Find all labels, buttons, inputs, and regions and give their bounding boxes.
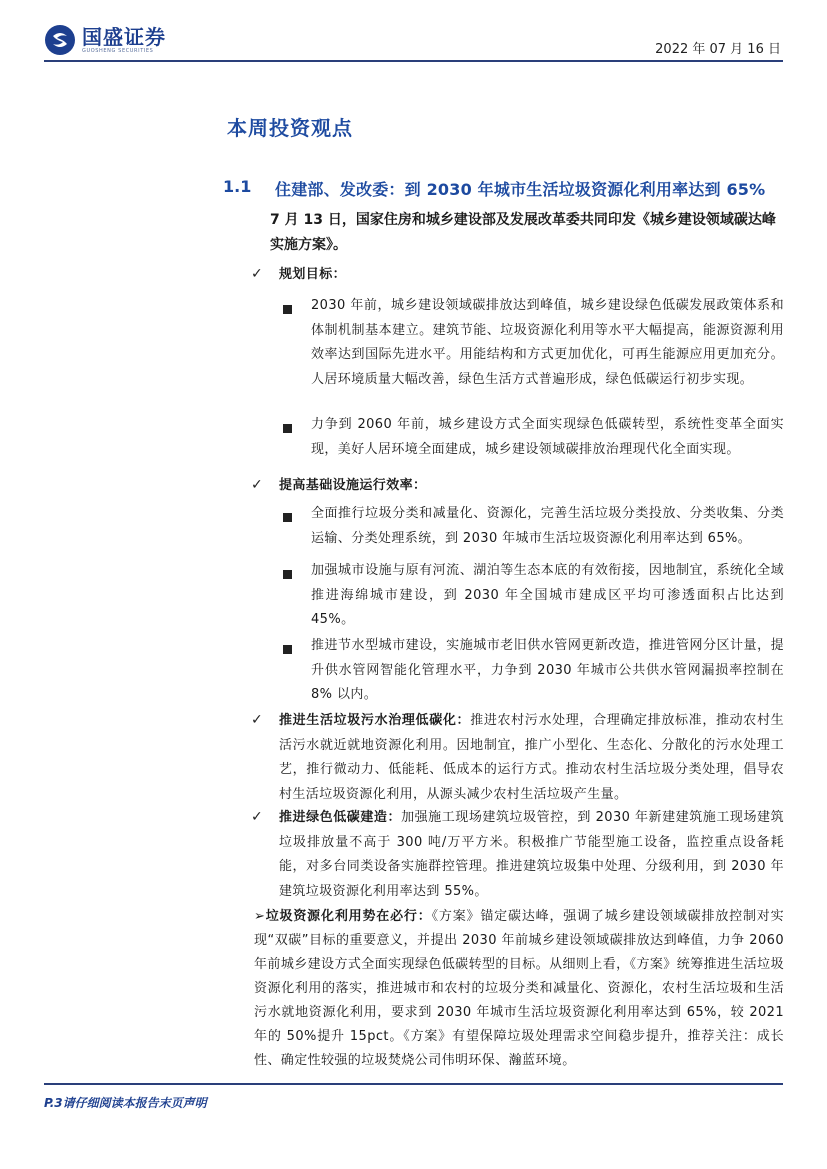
subsection-title: 住建部、发改委：到 2030 年城市生活垃圾资源化利用率达到 65%: [275, 180, 766, 199]
construction-paragraph: [279, 806, 784, 904]
lead-paragraph: 7 月 13 日，国家住房和城乡建设部及发展改革委共同印发《城乡建设领域碳达峰实施方案》。: [270, 212, 776, 253]
check-icon: ✓: [251, 477, 263, 493]
section-title: 本周投资观点: [227, 116, 353, 140]
construction-label: 推进绿色低碳建造：: [279, 810, 402, 825]
efficiency-item-1: 全面推行垃圾分类和减量化、资源化，完善生活垃圾分类投放、分类收集、分类运输、分类处理系统，到 2030 年城市生活垃圾资源化利用率达到 65%。: [311, 506, 784, 546]
goals-item-2: 力争到 2060 年前，城乡建设方式全面实现绿色低碳转型，系统性变革全面实现，美好人居环境全面建成，城乡建设领域碳排放治理现代化全面实现。: [311, 417, 784, 457]
efficiency-item-3: 推进节水型城市建设，实施城市老旧供水管网更新改造，推进管网分区计量，提升供水管网智能化管理水平，力争到 2030 年城市公共供水管网漏损率控制在 8% 以内。: [311, 638, 784, 702]
footer-divider: [44, 1083, 783, 1085]
construction-text: 加强施工现场建筑垃圾管控，到 2030 年新建建筑施工现场建筑垃圾排放量不高于 300 吨/万平方米。积极推广节能型施工设备，监控重点设备耗能，对多台同类设备实施群控管理。推进建筑垃圾集中处理、分级利用，到 2030 年建筑垃圾资源化利用率达到 55%。: [279, 810, 785, 899]
bullet-square-icon: [283, 424, 292, 433]
subsection-number: 1.1: [223, 177, 252, 196]
check-icon: ✓: [251, 809, 263, 825]
summary-paragraph: [254, 905, 784, 1073]
report-date: 2022 年 07 月 16 日: [655, 42, 781, 57]
page-header: [0, 0, 827, 66]
sewage-label: 推进生活垃圾污水治理低碳化：: [279, 713, 471, 728]
goals-label: 规划目标：: [279, 267, 347, 282]
goals-item-1: 2030 年前，城乡建设领域碳排放达到峰值，城乡建设绿色低碳发展政策体系和体制机制基本建立。建筑节能、垃圾资源化利用等水平大幅提高，能源资源利用效率达到国际先进水平。用能结构和方式更加优化，可再生能源应用更加充分。人居环境质量大幅改善，绿色生活方式普遍形成，绿色低碳运行初步实现。: [311, 298, 784, 387]
bullet-square-icon: [283, 513, 292, 522]
bullet-square-icon: [283, 645, 292, 654]
logo-english-name: GUOSHENG SECURITIES: [82, 47, 154, 54]
bullet-square-icon: [283, 570, 292, 579]
bullet-square-icon: [283, 305, 292, 314]
summary-text: 《方案》锚定碳达峰，强调了城乡建设领域碳排放控制对实现“双碳”目标的重要意义，并提出 2030 年前城乡建设领域碳排放达到峰值，力争 2060 年前城乡建设方式全面实现绿色低碳转型的目标。从细则上看，《方案》统筹推进生活垃圾资源化利用的落实，推进城市和农村的垃圾分类和减量化、资源化，农村生活垃圾和生活污水就地资源化利用，要求到 2030 年城市生活垃圾资源化利用率达到 65%，较 2021 年的 50%提升 15pct。《方案》有望保障垃圾处理需求空间稳步提升，推荐关注：成长性、确定性较强的垃圾焚烧公司伟明环保、瀚蓝环境。: [254, 909, 785, 1068]
header-divider: [44, 60, 783, 62]
efficiency-label: 提高基础设施运行效率：: [279, 478, 427, 493]
check-icon: ✓: [251, 712, 263, 728]
logo-icon: [44, 24, 76, 56]
summary-label: ➢垃圾资源化利用势在必行：: [254, 909, 432, 924]
company-logo: [44, 24, 166, 56]
sewage-paragraph: [279, 709, 784, 807]
logo-chinese-name: 国盛证券: [82, 24, 166, 49]
efficiency-item-2: 加强城市设施与原有河流、湖泊等生态本底的有效衔接，因地制宜，系统化全域推进海绵城市建设，到 2030 年全国城市建成区平均可渗透面积占比达到 45%。: [311, 563, 784, 627]
check-icon: ✓: [251, 266, 263, 282]
footer-disclaimer: P.3请仔细阅读本报告末页声明: [44, 1096, 207, 1110]
sewage-text: 推进农村污水处理，合理确定排放标准，推动农村生活污水就近就地资源化利用。因地制宜，推广小型化、生态化、分散化的污水处理工艺，推行微动力、低能耗、低成本的运行方式。推动农村生活垃圾分类处理，倡导农村生活垃圾资源化利用，从源头减少农村生活垃圾产生量。: [279, 713, 785, 802]
